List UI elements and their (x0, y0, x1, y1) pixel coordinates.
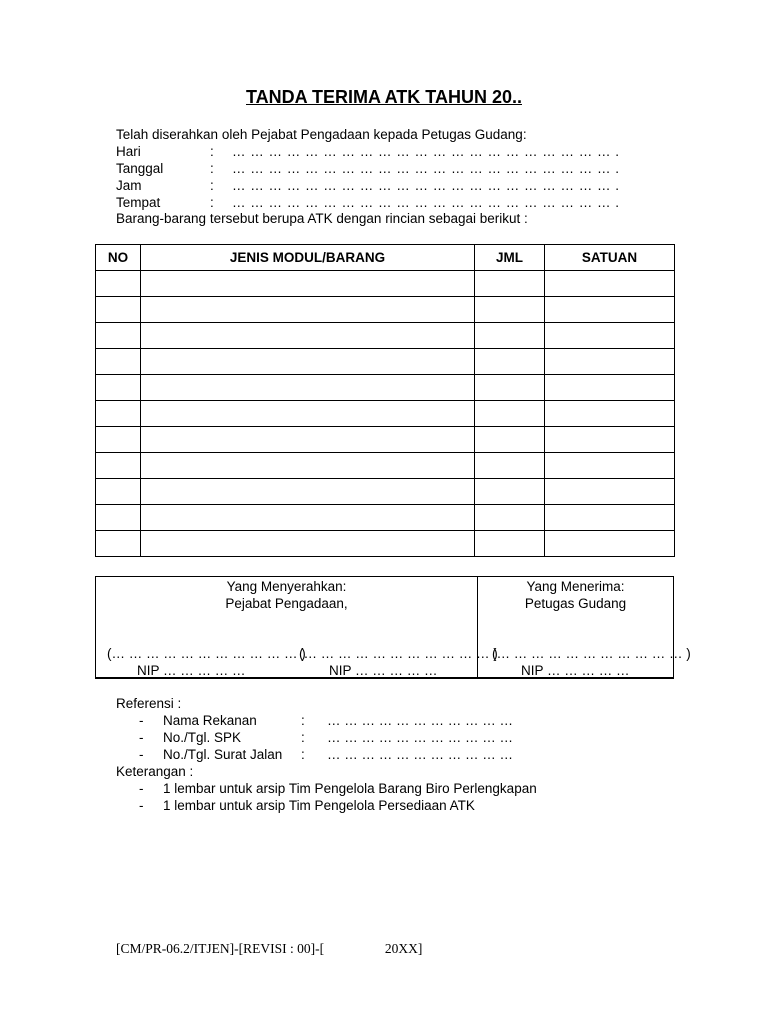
signature-line-1: (… … … … … … … … … … … ) (107, 646, 306, 661)
table-cell (475, 271, 545, 297)
table-cell (475, 297, 545, 323)
table-cell (545, 453, 675, 479)
nip-1: NIP … … … … … (137, 663, 246, 678)
table-cell (141, 323, 475, 349)
table-row (96, 531, 675, 557)
table-cell (96, 349, 141, 375)
table-cell (475, 427, 545, 453)
table-cell (96, 323, 141, 349)
right-signature-subtitle: Petugas Gudang (524, 596, 627, 611)
signature-line-3: (… … … … … … … … … … … ) (492, 646, 691, 661)
list-dash: - (139, 798, 144, 813)
keterangan-heading: Keterangan : (116, 764, 194, 779)
referensi-value: … … … … … … … … … … … (327, 747, 514, 762)
table-cell (96, 297, 141, 323)
table-cell (141, 271, 475, 297)
nip-2: NIP … … … … … (329, 663, 438, 678)
referensi-colon: : (301, 747, 305, 762)
referensi-item (139, 746, 513, 763)
table-cell (475, 453, 545, 479)
table-cell (545, 505, 675, 531)
header-jml: JML (475, 245, 545, 271)
table-cell (545, 427, 675, 453)
table-cell (475, 531, 545, 557)
table-cell (545, 479, 675, 505)
table-cell (96, 505, 141, 531)
referensi-label: No./Tgl. SPK (163, 730, 242, 745)
document-title: TANDA TERIMA ATK TAHUN 20.. (246, 87, 522, 107)
table-cell (96, 401, 141, 427)
field-colon: : (210, 195, 214, 210)
referensi-colon: : (301, 713, 305, 728)
table-row (96, 375, 675, 401)
keterangan-text: 1 lembar untuk arsip Tim Pengelola Persediaan ATK (163, 798, 475, 813)
field-value: … … … … … … … … … … … … … … … … … … … … … . (232, 161, 620, 176)
table-row (96, 323, 675, 349)
referensi-value: … … … … … … … … … … … (327, 730, 514, 745)
field-jam (116, 177, 620, 194)
table-cell (475, 323, 545, 349)
table-cell (141, 349, 475, 375)
table-cell (96, 479, 141, 505)
intro-text: Telah diserahkan oleh Pejabat Pengadaan kepada Petugas Gudang: (116, 127, 527, 142)
field-colon: : (210, 178, 214, 193)
field-tempat (116, 194, 620, 211)
table-cell (545, 271, 675, 297)
signature-box (95, 576, 691, 679)
field-colon: : (210, 144, 214, 159)
field-value: … … … … … … … … … … … … … … … … … … … … … . (232, 178, 620, 193)
referensi-label: Nama Rekanan (163, 713, 257, 728)
table-cell (141, 453, 475, 479)
referensi-item (139, 712, 513, 729)
header-satuan: SATUAN (545, 245, 675, 271)
signature-line-2: (… … … … … … … … … … … ) (299, 646, 498, 661)
field-label: Jam (116, 178, 142, 193)
document-footer-code: [CM/PR-06.2/ITJEN]-[REVISI : 00]-[ 20XX] (116, 941, 423, 956)
keterangan-item (139, 797, 475, 814)
table-header-row (96, 245, 675, 271)
table-cell (141, 427, 475, 453)
keterangan-text: 1 lembar untuk arsip Tim Pengelola Barang Biro Perlengkapan (163, 781, 537, 796)
nip-3: NIP … … … … … (521, 663, 630, 678)
list-dash: - (139, 730, 144, 745)
list-dash: - (139, 781, 144, 796)
field-label: Tanggal (116, 161, 164, 176)
keterangan-item (139, 780, 537, 797)
table-row (96, 297, 675, 323)
table-body (96, 271, 675, 557)
table-cell (96, 271, 141, 297)
table-cell (96, 453, 141, 479)
list-dash: - (139, 713, 144, 728)
table-row (96, 349, 675, 375)
table-cell (545, 297, 675, 323)
table-cell (96, 531, 141, 557)
header-jenis-barang: JENIS MODUL/BARANG (141, 245, 475, 271)
table-cell (475, 505, 545, 531)
table-cell (475, 349, 545, 375)
field-tanggal (116, 160, 620, 177)
table-cell (475, 401, 545, 427)
table-cell (545, 349, 675, 375)
referensi-colon: : (301, 730, 305, 745)
table-cell (141, 505, 475, 531)
table-row (96, 453, 675, 479)
items-table (95, 244, 675, 557)
table-cell (141, 479, 475, 505)
table-cell (545, 401, 675, 427)
header-no: NO (96, 245, 141, 271)
referensi-heading: Referensi : (116, 696, 182, 711)
table-row (96, 427, 675, 453)
field-hari (116, 143, 620, 160)
table-row (96, 505, 675, 531)
referensi-item (139, 729, 513, 746)
table-cell (475, 375, 545, 401)
table-cell (141, 531, 475, 557)
table-cell (545, 323, 675, 349)
table-cell (545, 531, 675, 557)
referensi-label: No./Tgl. Surat Jalan (163, 747, 283, 762)
table-cell (96, 427, 141, 453)
table-cell (141, 375, 475, 401)
field-value: … … … … … … … … … … … … … … … … … … … … … . (232, 195, 620, 210)
field-colon: : (210, 161, 214, 176)
table-cell (475, 479, 545, 505)
table-cell (96, 375, 141, 401)
table-cell (545, 375, 675, 401)
left-signature-title: Yang Menyerahkan: (226, 579, 347, 594)
table-row (96, 479, 675, 505)
referensi-value: … … … … … … … … … … … (327, 713, 514, 728)
table-row (96, 401, 675, 427)
list-dash: - (139, 747, 144, 762)
detail-intro: Barang-barang tersebut berupa ATK dengan rincian sebagai berikut : (116, 211, 528, 226)
field-label: Tempat (116, 195, 161, 210)
table-cell (141, 401, 475, 427)
field-label: Hari (116, 144, 141, 159)
field-value: … … … … … … … … … … … … … … … … … … … … … . (232, 144, 620, 159)
left-signature-subtitle: Pejabat Pengadaan, (225, 596, 348, 611)
right-signature-title: Yang Menerima: (526, 579, 625, 594)
table-row (96, 271, 675, 297)
table-cell (141, 297, 475, 323)
